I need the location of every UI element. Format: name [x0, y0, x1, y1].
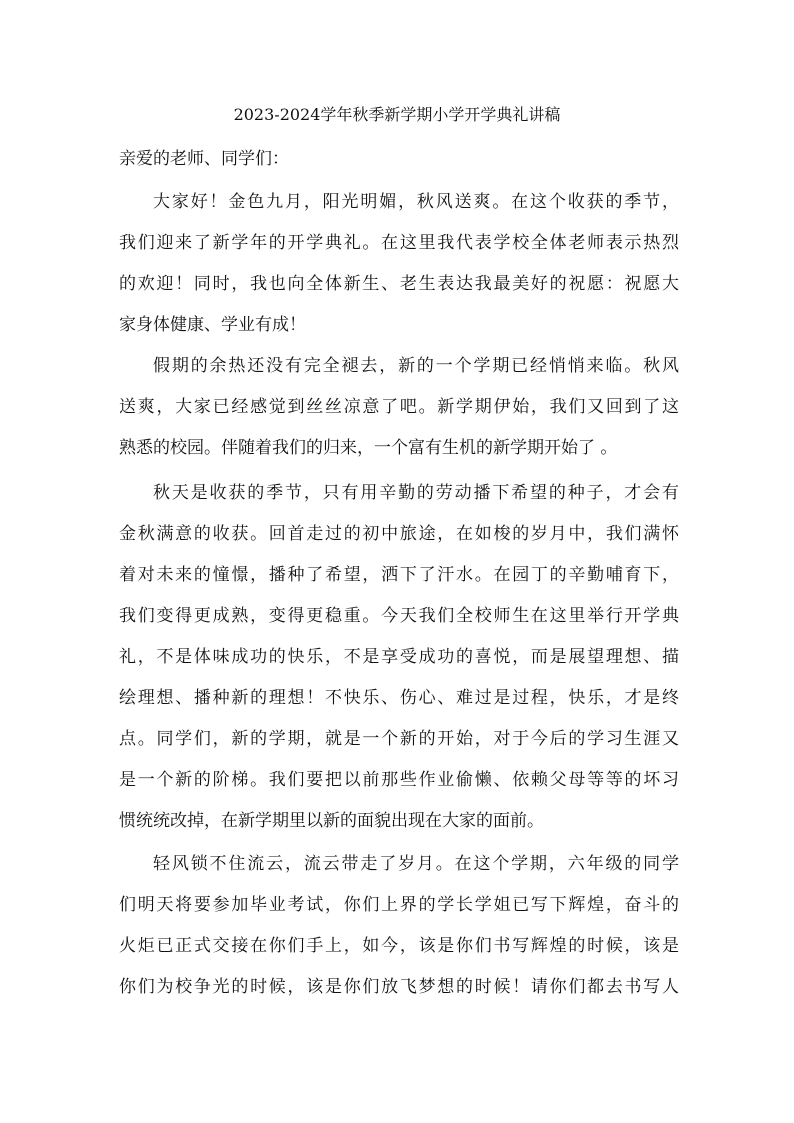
paragraph-1-line-4: 家身体健康、学业有成！ [119, 315, 306, 335]
paragraph-1-line-2: 我们迎来了新学年的开学典礼。在这里我代表学校全体老师表示热烈 [119, 233, 679, 253]
paragraph-3-line-9: 惯统统改掉，在新学期里以新的面貌出现在大家的面前。 [119, 811, 544, 831]
paragraph-3-line-8: 是一个新的阶梯。我们要把以前那些作业偷懒、依赖父母等等的坏习 [119, 770, 679, 790]
paragraph-4-line-3: 火炬已正式交接在你们手上，如今，该是你们书写辉煌的时候，该是 [119, 936, 679, 956]
paragraph-4-line-1: 轻风锁不住流云，流云带走了岁月。在这个学期，六年级的同学 [153, 854, 679, 874]
paragraph-1-line-3: 的欢迎！同时，我也向全体新生、老生表达我最美好的祝愿：祝愿大 [119, 274, 679, 294]
paragraph-3-line-5: 礼，不是体味成功的快乐，不是享受成功的喜悦，而是展望理想、描 [119, 647, 679, 667]
paragraph-3-line-3: 着对未来的憧憬，播种了希望，洒下了汗水。在园丁的辛勤哺育下， [119, 565, 679, 585]
greeting-line: 亲爱的老师、同学们： [119, 149, 289, 169]
paragraph-3-line-6: 绘理想、播种新的理想！不快乐、伤心、难过是过程，快乐，才是终 [119, 688, 679, 708]
paragraph-2-line-3: 熟悉的校园。伴随着我们的归来，一个富有生机的新学期开始了 。 [119, 438, 618, 458]
paragraph-2-line-1: 假期的余热还没有完全褪去，新的一个学期已经悄悄来临。秋风 [153, 356, 679, 376]
paragraph-3-line-1: 秋天是收获的季节，只有用辛勤的劳动播下希望的种子，才会有 [153, 483, 679, 503]
paragraph-2-line-2: 送爽，大家已经感觉到丝丝凉意了吧。新学期伊始，我们又回到了这 [119, 397, 679, 417]
paragraph-3-line-2: 金秋满意的收获。回首走过的初中旅途，在如梭的岁月中，我们满怀 [119, 524, 679, 544]
paragraph-3-line-4: 我们变得更成熟，变得更稳重。今天我们全校师生在这里举行开学典 [119, 606, 679, 626]
paragraph-4-line-2: 们明天将要参加毕业考试，你们上界的学长学姐已写下辉煌，奋斗的 [119, 895, 679, 915]
paragraph-3-line-7: 点。同学们，新的学期，就是一个新的开始，对于今后的学习生涯又 [119, 729, 679, 749]
paragraph-4-line-4: 你们为校争光的时候，该是你们放飞梦想的时候！请你们都去书写人 [119, 977, 679, 997]
document-title: 2023-2024学年秋季新学期小学开学典礼讲稿 [233, 105, 561, 124]
paragraph-1-line-1: 大家好！金色九月，阳光明媚，秋风送爽。在这个收获的季节， [153, 192, 679, 212]
